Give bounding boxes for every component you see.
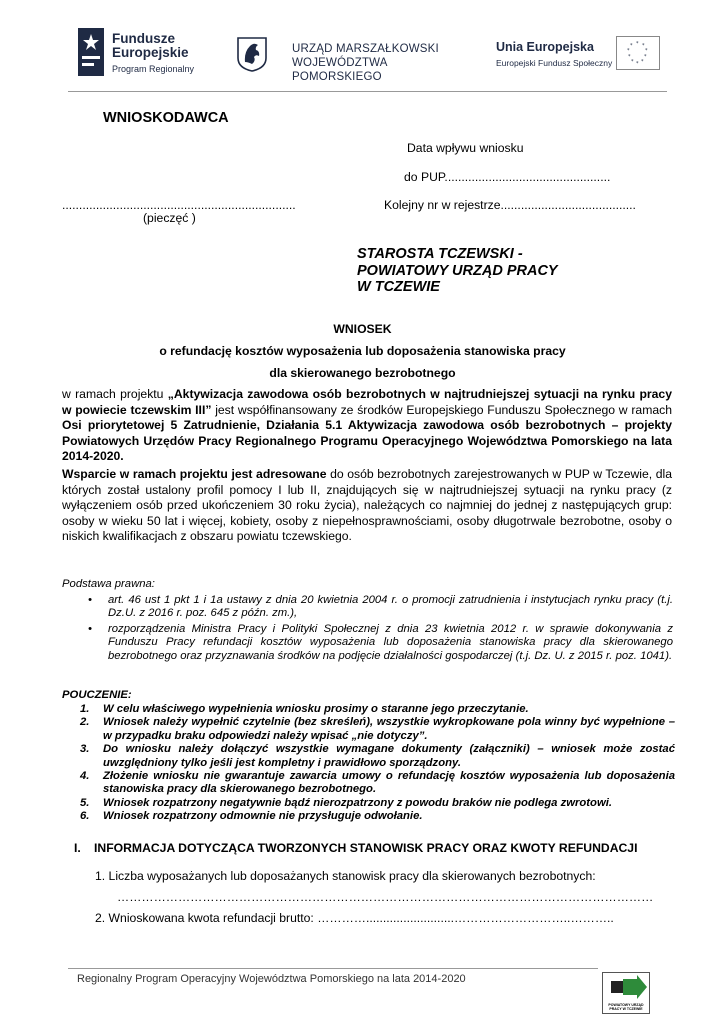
item-text: Do wniosku należy dołączyć wszystkie wymagane dokumenty (załączniki) – wniosek może zostać uwzględniony tylko jeśli jest kompletny i prawidłowo sporządzony. [103, 743, 675, 769]
bullet-icon: • [88, 622, 92, 635]
svg-text:*: * [645, 48, 648, 54]
header-divider [68, 91, 667, 92]
receipt-date-label: Data wpływu wniosku [407, 141, 524, 155]
item-number: 3. [80, 743, 90, 756]
receipt-pup-field: do PUP................................................. [404, 170, 611, 184]
instructions-label: POUCZENIE: [62, 689, 132, 701]
p1-text-c: jest współfinansowany ze środków Europejskiego Funduszu Społecznego w ramach [211, 402, 672, 417]
legal-item-text: rozporządzenia Ministra Pracy i Polityki Społecznej z dnia 23 kwietnia 2012 r. w sprawie dokonywania z Funduszu Pracy refundacji kosztów wyposażenia lub doposażenia stanowiska pracy dla skierowanego bezrobotnego oraz przyznawania środków na podjęcie działalności gospodarczej (t.j. Dz. U. z 2015 r. poz. 1041). [108, 622, 673, 662]
list-item [88, 623, 673, 663]
svg-text:*: * [636, 61, 639, 67]
um-name [292, 42, 456, 84]
list-item [80, 716, 675, 743]
workstations-count-question: 1. Liczba wyposażanych lub doposażanych stanowisk pracy dla skierowanych bezrobotnych: [95, 869, 596, 883]
item-number: 6. [80, 810, 90, 823]
fe-subtitle: Program Regionalny [112, 64, 195, 74]
list-item [80, 703, 675, 716]
ue-title: Unia Europejska [496, 40, 594, 54]
registry-number-field: Kolejny nr w rejestrze........................................ [384, 198, 636, 212]
document-subtitle-line1: o refundację kosztów wyposażenia lub doposażenia stanowiska pracy [159, 344, 566, 358]
fundusze-europejskie-logo [78, 28, 218, 80]
svg-text:*: * [628, 54, 631, 60]
item-number: 4. [80, 770, 90, 783]
document-subtitle-line2: dla skierowanego bezrobotnego [269, 366, 456, 380]
item-text: Wniosek należy wypełnić czytelnie (bez skreśleń), wszystkie wykropkowane pola winny być wypełnione – w przypadku braku odpowiedzi należy wpisać „nie dotyczy”. [103, 716, 675, 742]
support-paragraph [62, 467, 672, 545]
item-text: Wniosek rozpatrzony odmownie nie przysługuje odwołanie. [103, 810, 423, 823]
item-text: W celu właściwego wypełnienia wniosku prosimy o staranne jego przeczytanie. [103, 703, 529, 715]
item-number: 5. [80, 796, 90, 809]
footer-divider [68, 968, 598, 969]
instructions-list [80, 703, 675, 824]
svg-text:*: * [644, 54, 647, 60]
svg-text:*: * [641, 59, 644, 65]
list-item [88, 594, 673, 621]
ue-subtitle: Europejski Fundusz Społeczny [496, 58, 613, 68]
svg-text:*: * [627, 48, 630, 54]
applicant-heading: WNIOSKODAWCA [103, 110, 229, 126]
p2-lead: Wsparcie w ramach projektu jest adresowane [62, 467, 327, 481]
section-number: I. [74, 841, 81, 855]
fundusze-europejskie-mark-icon [78, 28, 104, 76]
workstations-count-field[interactable]: …………………………………………………………………………………………………………………… [117, 890, 654, 904]
legal-basis-list [88, 594, 673, 665]
svg-text:*: * [636, 41, 639, 47]
list-item [80, 810, 675, 823]
p1-project-name: „Aktywizacja zawodowa osób bezrobotnych w najtrudniejszej sytuacji na rynku pracy w powiecie tczewskim III” [62, 387, 672, 417]
addressee-block [357, 246, 558, 296]
p1-text-a: w ramach projektu [62, 387, 168, 401]
project-paragraph [62, 387, 672, 465]
fe-title-line1: Fundusze [112, 31, 175, 46]
section-title: INFORMACJA DOTYCZĄCA TWORZONYCH STANOWISK PRACY ORAZ KWOTY REFUNDACJI [94, 841, 638, 855]
footer-program-text: Regionalny Program Operacyjny Województwa Pomorskiego na lata 2014-2020 [77, 973, 466, 985]
list-item [80, 743, 675, 770]
refund-amount-field[interactable]: 2. Wnioskowana kwota refundacji brutto: …………..........................………………………..……….. [95, 911, 614, 925]
list-item [80, 770, 675, 797]
legal-basis-label: Podstawa prawna: [62, 578, 155, 590]
um-line1: URZĄD MARSZAŁKOWSKI [292, 43, 439, 55]
item-number: 1. [80, 703, 90, 715]
item-text: Wniosek rozpatrzony negatywnie bądź nierozpatrzony z powodu braków nie podlega zwrotowi. [103, 796, 613, 809]
addressee-line1: STAROSTA TCZEWSKI - [357, 246, 523, 262]
item-text: Złożenie wniosku nie gwarantuje zawarcia umowy o refundację kosztów wyposażenia lub doposażenia stanowiska pracy dla skierowanego bezrobotnego. [103, 770, 675, 796]
svg-text:*: * [631, 59, 634, 65]
pup-logo-label: POWIATOWY URZĄD PRACY W TCZEWIE [608, 1003, 644, 1011]
list-item [80, 797, 675, 810]
item-number: 2. [80, 716, 90, 729]
section-heading [74, 841, 637, 855]
stamp-label: (pieczęć ) [143, 211, 196, 225]
fe-title-line2: Europejskie [112, 45, 189, 60]
p1-priority-axis: Osi priorytetowej 5 Zatrudnienie, Działania 5.1 Aktywizacja zawodowa osób bezrobotnych – projekty Powiatowych Urzędów Pracy Regionalnego Programu Operacyjnego Województwa Pomorskiego na lata 2014-2020. [62, 418, 672, 463]
arrow-logo-icon [603, 975, 649, 1003]
svg-text:*: * [630, 43, 633, 49]
fe-title [112, 32, 189, 60]
svg-text:*: * [642, 43, 645, 49]
pup-tczew-logo [602, 972, 650, 1014]
addressee-line2: POWIATOWY URZĄD PRACY [357, 262, 558, 279]
legal-item-text: art. 46 ust 1 pkt 1 i 1a ustawy z dnia 20 kwietnia 2004 r. o promocji zatrudnienia i instytucjach rynku pracy (t.j. Dz.U. z 2016 r. poz. 645 z późn. zm.), [108, 594, 673, 620]
p2-text: do osób bezrobotnych zarejestrowanych w PUP w Tczewie, dla których został ustalony profil pomocy I lub II, znajdujących się w najtrudniejszej sytuacji na rynku pracy (z wyłączeniem osób przed ukończeniem 30 roku życia), należących co najmniej do jednej z następujących grup: osoby w wieku 50 lat i więcej, kobiety, osoby z niepełnosprawnościami, osoby długotrwale bezrobotne, osoby o niskich kwalifikacjach z obszaru powiatu tczewskiego. [62, 467, 673, 543]
um-line2: WOJEWÓDZTWA POMORSKIEGO [292, 57, 388, 83]
addressee-line3: W TCZEWIE [357, 279, 440, 295]
eu-flag-icon [616, 36, 660, 70]
unia-europejska-logo [496, 36, 666, 82]
urzad-marszalkowski-logo [236, 36, 456, 83]
bullet-icon: • [88, 594, 92, 606]
stamp-field: ..................................................................... [62, 198, 296, 212]
griffin-crest-icon [236, 36, 268, 72]
document-title: WNIOSEK [333, 322, 392, 336]
